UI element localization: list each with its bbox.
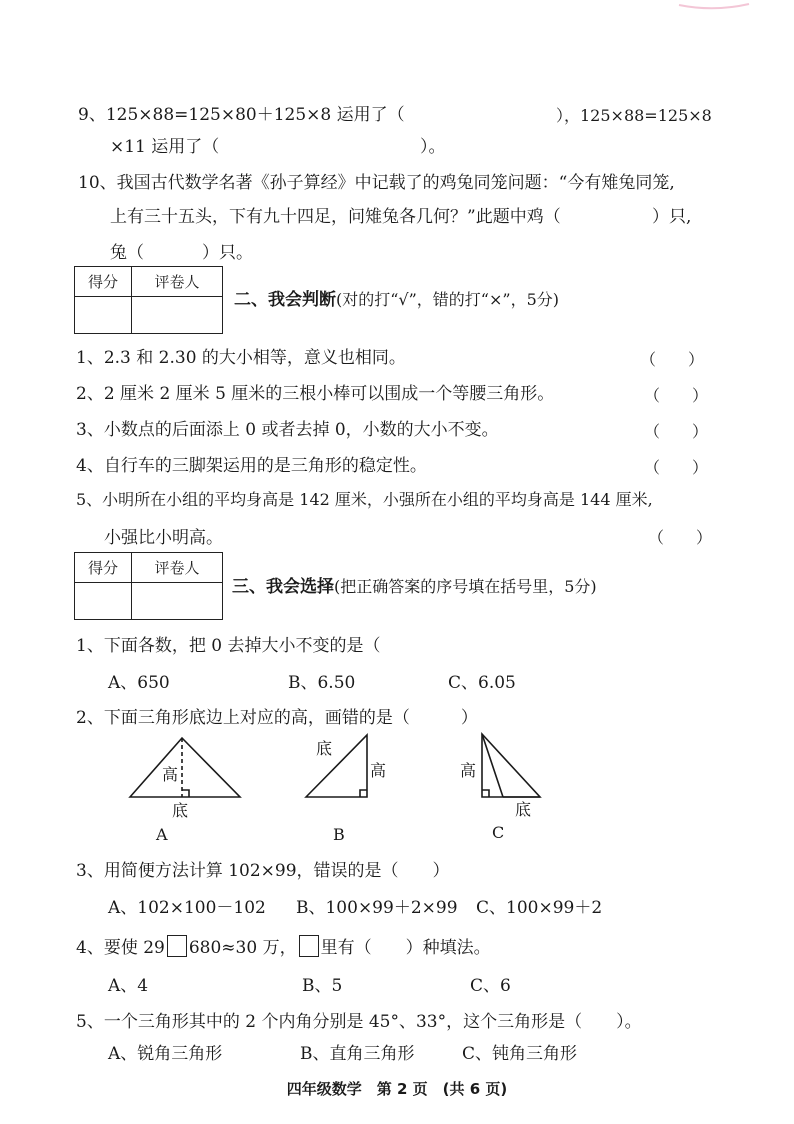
judge-item-2: 2、2 厘米 2 厘米 5 厘米的三根小棒可以围成一个等腰三角形。 (76, 384, 555, 404)
choice-q5-b[interactable]: B、直角三角形 (300, 1044, 415, 1064)
choice-q3-a[interactable]: A、102×100－102 (108, 898, 266, 918)
section3-title: 三、我会选择 (232, 577, 334, 597)
q10-line2: 上有三十五头，下有九十四足，问雉兔各几何？”此题中鸡（ (110, 207, 561, 227)
q9-line2-end: ）。 (420, 137, 446, 157)
page-footer: 四年级数学 第 2 页 (共 6 页) (286, 1080, 508, 1098)
choice-q1-stem: 1、下面各数，把 0 去掉大小不变的是（ (76, 636, 381, 656)
q10-line3a: 兔（ (110, 243, 144, 263)
grader-header: 评卷人 (132, 553, 223, 583)
q10-line1: 10、我国古代数学名著《孙子算经》中记载了的鸡兔同笼问题：“今有雉兔同笼, (78, 173, 675, 193)
q9-line1-end: ），125×88=125×8 (556, 106, 712, 125)
choice-q4-stem (76, 935, 491, 959)
triangle-a-high-label: 高 (162, 765, 179, 784)
triangle-b-high-label: 高 (370, 761, 387, 780)
grader-header: 评卷人 (132, 267, 223, 297)
triangle-c-high-label: 高 (460, 761, 477, 780)
judge-item-3: 3、小数点的后面添上 0 或者去掉 0，小数的大小不变。 (76, 420, 499, 440)
q9-line1: 9、125×88=125×80＋125×8 运用了（ (78, 105, 405, 125)
judge-paren-5[interactable]: （ ） (648, 528, 713, 547)
choice-q4-b[interactable]: B、5 (302, 976, 343, 996)
choice-q3-stem: 3、用简便方法计算 102×99，错误的是（ ） (76, 861, 450, 881)
q10-line2-end: ）只, (652, 207, 692, 227)
triangle-c-letter[interactable]: C (492, 823, 505, 842)
choice-q1-b[interactable]: B、6.50 (288, 673, 356, 693)
q10-line3b: ）只。 (202, 243, 253, 263)
triangle-c (482, 734, 540, 797)
section3-note: (把正确答案的序号填在括号里，5分) (334, 577, 597, 596)
triangle-a (130, 738, 240, 797)
digit-box[interactable] (299, 935, 319, 957)
q9-line2: ×11 运用了（ (110, 137, 220, 157)
judge-paren-1[interactable]: （ ） (640, 350, 705, 369)
choice-q3-c[interactable]: C、100×99＋2 (476, 898, 603, 918)
choice-q1-a[interactable]: A、650 (108, 673, 170, 693)
choice-q5-a[interactable]: A、锐角三角形 (108, 1044, 223, 1064)
choice-q3-b[interactable]: B、100×99＋2×99 (296, 898, 458, 918)
choice-q5-c[interactable]: C、钝角三角形 (462, 1044, 578, 1064)
section2-note: (对的打“√”，错的打“×”，5分) (336, 290, 559, 309)
judge-item-1: 1、2.3 和 2.30 的大小相等，意义也相同。 (76, 348, 406, 368)
judge-paren-4[interactable]: （ ） (644, 458, 709, 477)
score-header: 得分 (75, 267, 132, 297)
q4-stem-c: 里有（ ）种填法。 (320, 938, 491, 958)
q4-stem-a: 4、要使 29 (76, 938, 165, 958)
triangle-b-letter[interactable]: B (333, 825, 345, 844)
triangle-c-base-label: 底 (515, 800, 532, 819)
triangle-b-base-label: 底 (316, 739, 333, 758)
choice-q4-c[interactable]: C、6 (470, 976, 511, 996)
score-header: 得分 (75, 553, 132, 583)
choice-q5-stem: 5、一个三角形其中的 2 个内角分别是 45°、33°，这个三角形是（ ）。 (76, 1012, 642, 1032)
triangle-a-base-label: 底 (172, 801, 189, 820)
judge-item-5-line2: 小强比小明高。 (104, 528, 223, 548)
judge-item-5: 5、小明所在小组的平均身高是 142 厘米，小强所在小组的平均身高是 144 厘米, (76, 490, 653, 509)
judge-paren-2[interactable]: （ ） (644, 386, 709, 405)
choice-q1-c[interactable]: C、6.05 (448, 673, 516, 693)
q4-stem-b: 680≈30 万， (188, 938, 297, 958)
choice-q2-stem: 2、下面三角形底边上对应的高，画错的是（ ） (76, 708, 478, 728)
choice-q4-a[interactable]: A、4 (108, 976, 149, 996)
digit-box[interactable] (167, 935, 187, 957)
triangle-a-letter[interactable]: A (156, 825, 168, 844)
judge-item-4: 4、自行车的三脚架运用的是三角形的稳定性。 (76, 456, 427, 476)
judge-paren-3[interactable]: （ ） (644, 422, 709, 441)
section2-title: 二、我会判断 (234, 290, 336, 310)
